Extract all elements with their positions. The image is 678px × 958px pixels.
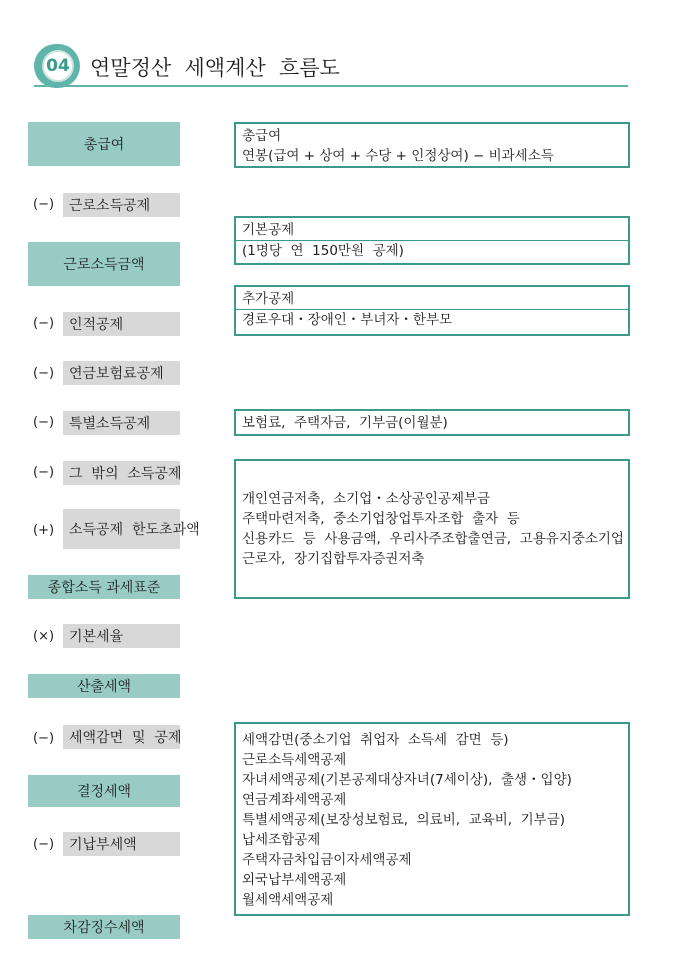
note-line: 경로우대・장애인・부녀자・한부모 bbox=[242, 312, 453, 328]
note-basic-deduction bbox=[234, 216, 630, 265]
step-tax-credit: 세액감면 및 공제 bbox=[63, 725, 180, 749]
note-line: 외국납부세액공제 bbox=[242, 872, 347, 888]
note-gross-salary bbox=[234, 122, 630, 168]
note-line: 보험료, 주택자금, 기부금(이월분) bbox=[242, 415, 448, 431]
step-tax-base: 종합소득 과세표준 bbox=[28, 575, 180, 599]
note-line: 신용카드 등 사용금액, 우리사주조합출연금, 고용유지중소기업 bbox=[242, 531, 624, 547]
note-line: 납세조합공제 bbox=[242, 832, 321, 848]
note-other-deduction bbox=[234, 459, 630, 599]
note-line: 특별세액공제(보장성보험료, 의료비, 교육비, 기부금) bbox=[242, 812, 566, 828]
note-line: 연금계좌세액공제 bbox=[242, 792, 347, 808]
note-line: 추가공제 bbox=[242, 291, 295, 307]
note-line: 세액감면(중소기업 취업자 소득세 감면 등) bbox=[242, 732, 509, 748]
note-line: 주택자금차입금이자세액공제 bbox=[242, 852, 412, 868]
step-other-income-deduction: 그 밖의 소득공제 bbox=[63, 461, 180, 485]
step-determined-tax: 결정세액 bbox=[28, 775, 180, 807]
note-line: 월세액세액공제 bbox=[242, 892, 334, 908]
step-basic-tax-rate: 기본세율 bbox=[63, 624, 180, 648]
step-calculated-tax: 산출세액 bbox=[28, 674, 180, 698]
note-line: 근로자, 장기집합투자증권저축 bbox=[242, 551, 425, 567]
section-number: 04 bbox=[42, 50, 74, 82]
operator-minus: (−) bbox=[33, 465, 55, 480]
step-earned-income-deduction: 근로소득공제 bbox=[63, 193, 180, 217]
page-title: 연말정산 세액계산 흐름도 bbox=[90, 56, 340, 80]
note-line: 근로소득세액공제 bbox=[242, 752, 347, 768]
operator-minus: (−) bbox=[33, 366, 55, 381]
operator-minus: (−) bbox=[33, 731, 55, 746]
section-number-badge bbox=[34, 44, 80, 88]
note-line: 총급여 bbox=[242, 128, 282, 144]
step-gross-salary: 총급여 bbox=[28, 122, 180, 166]
note-line: 자녀세액공제(기본공제대상자녀(7세이상), 출생・입양) bbox=[242, 772, 572, 788]
step-pension-insurance-deduction: 연금보험료공제 bbox=[63, 361, 180, 385]
note-tax-credits bbox=[234, 722, 630, 916]
operator-minus: (−) bbox=[33, 415, 55, 430]
operator-minus: (−) bbox=[33, 197, 55, 212]
step-final-tax: 차감징수세액 bbox=[28, 915, 180, 939]
note-line: 주택마련저축, 중소기업창업투자조합 출자 등 bbox=[242, 511, 520, 527]
note-additional-deduction bbox=[234, 285, 630, 336]
note-special-deduction bbox=[234, 409, 630, 436]
step-prepaid-tax: 기납부세액 bbox=[63, 832, 180, 856]
step-deduction-excess: 소득공제 한도초과액 bbox=[63, 509, 180, 549]
step-special-income-deduction: 특별소득공제 bbox=[63, 411, 180, 435]
operator-minus: (−) bbox=[33, 837, 55, 852]
step-earned-income: 근로소득금액 bbox=[28, 242, 180, 286]
operator-times: (×) bbox=[33, 629, 55, 644]
operator-minus: (−) bbox=[33, 316, 55, 331]
note-line: 개인연금저축, 소기업・소상공인공제부금 bbox=[242, 491, 491, 507]
operator-plus: (+) bbox=[33, 523, 55, 538]
note-line: (1명당 연 150만원 공제) bbox=[242, 243, 404, 259]
note-line: 연봉(급여 + 상여 + 수당 + 인정상여) − 비과세소득 bbox=[242, 148, 554, 164]
header-divider bbox=[34, 85, 628, 87]
step-personal-deduction: 인적공제 bbox=[63, 312, 180, 336]
note-line: 기본공제 bbox=[242, 222, 295, 238]
